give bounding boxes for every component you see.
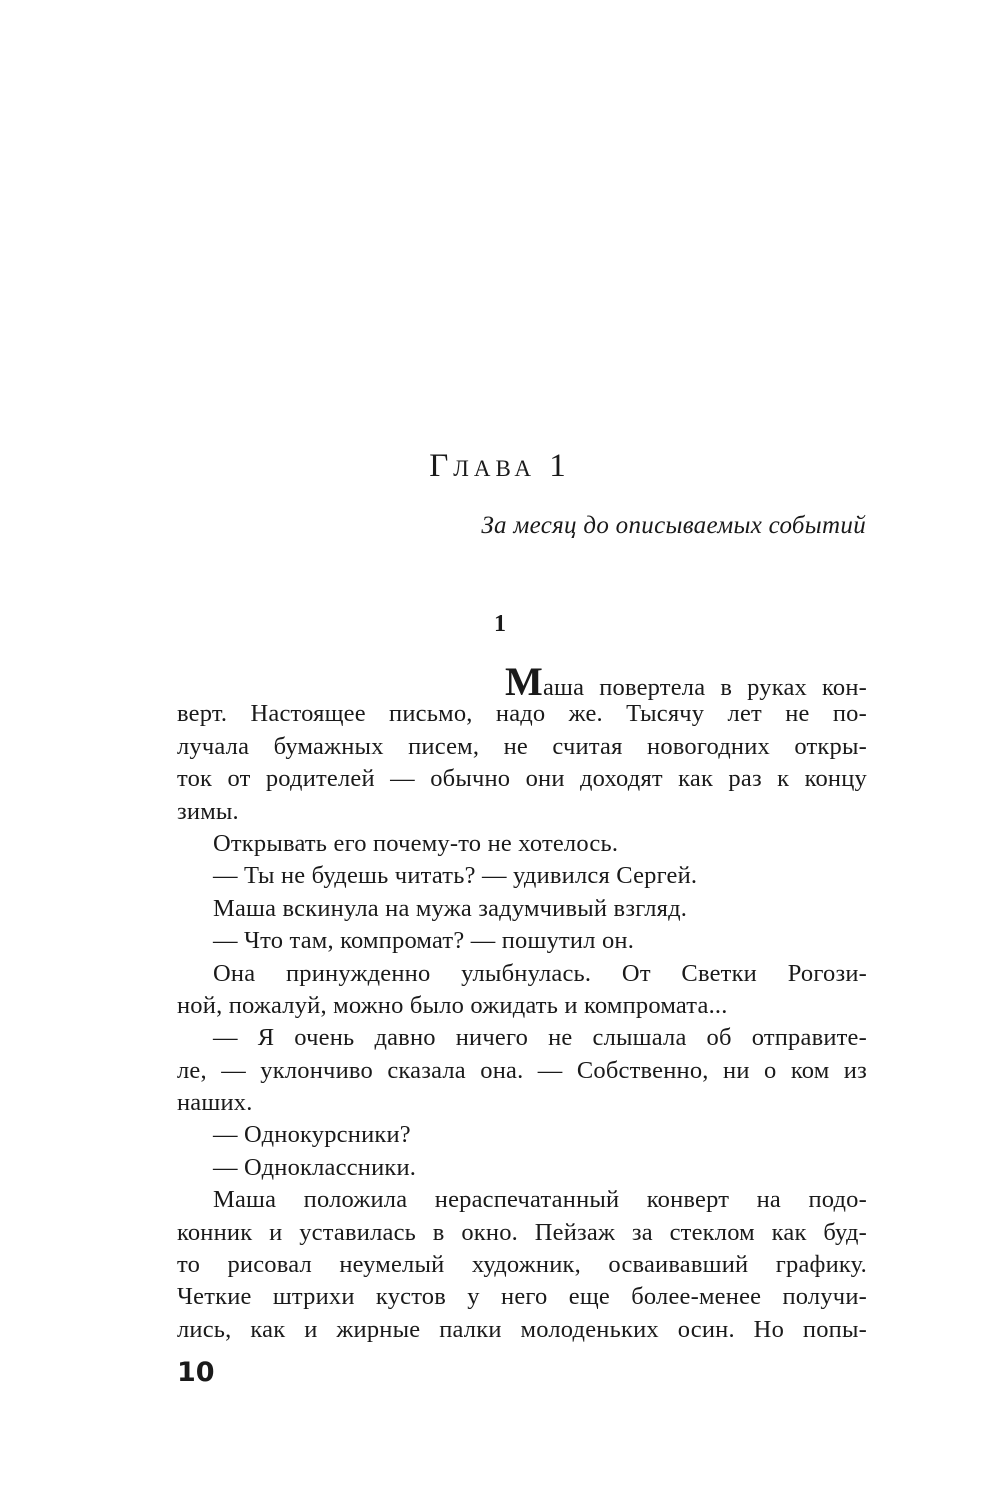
text-line: наших.: [177, 1089, 253, 1117]
text-line: конник и уставилась в окно. Пейзаж за стеклом как буд-: [177, 1218, 867, 1246]
text-line: верт. Настоящее письмо, надо же. Тысячу лет не по-: [177, 700, 867, 728]
text-line: — Я очень давно ничего не слышала об отправите-: [213, 1024, 867, 1052]
chapter-title: Глава 1: [429, 448, 571, 484]
text-line: Маша повертела в руках кон-: [505, 659, 867, 704]
chapter-epigraph: За месяц до описываемых событий: [481, 512, 866, 539]
body-text: [177, 659, 867, 1346]
text-line: зимы.: [177, 797, 239, 825]
text-line: ле, — уклончиво сказала она. — Собственно, ни о ком из: [177, 1056, 867, 1084]
section-number: 1: [494, 611, 506, 637]
text-line: ток от родителей — обычно они доходят как раз к концу: [177, 765, 867, 793]
text-line: Маша вскинула на мужа задумчивый взгляд.: [213, 894, 688, 922]
text-line: Маша положила нераспечатанный конверт на подо-: [213, 1186, 867, 1214]
text-line: — Что там, компромат? — пошутил он.: [213, 927, 635, 955]
text-line: — Одноклассники.: [213, 1153, 417, 1181]
drop-cap: М: [505, 659, 543, 704]
text-line: ной, пожалуй, можно было ожидать и компромата...: [177, 991, 728, 1019]
text-line: — Однокурсники?: [213, 1121, 411, 1149]
text-line: Открывать его почему-то не хотелось.: [213, 829, 619, 857]
text-line: Четкие штрихи кустов у него еще более-менее получи-: [177, 1283, 867, 1311]
text-line: то рисовал неумелый художник, осваивавший графику.: [177, 1251, 867, 1279]
text-line: лучала бумажных писем, не считая новогодних откры-: [177, 732, 867, 760]
text-line: лись, как и жирные палки молоденьких осин. Но попы-: [177, 1315, 867, 1343]
text-line: Она принужденно улыбнулась. От Светки Рогози-: [213, 959, 867, 987]
page-number: 10: [177, 1357, 215, 1388]
text-line: — Ты не будешь читать? — удивился Сергей.: [213, 862, 698, 890]
